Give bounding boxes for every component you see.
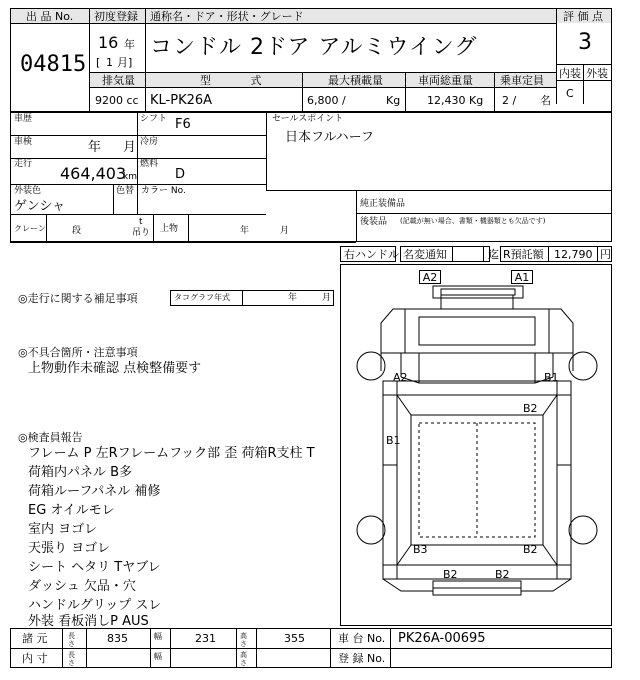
width-value: 231 (195, 632, 216, 645)
genuine-equipment-label: 純正装備品 (360, 199, 406, 209)
inspector-item: 外装 看板消しP AUS (28, 614, 149, 629)
inspector-item: 室内 ヨゴレ (28, 522, 98, 537)
max-load-value: 6,800 / (307, 94, 346, 107)
displacement-value: 9200 cc (95, 94, 139, 107)
truck-outline (341, 265, 613, 627)
name-change-checkbox (452, 246, 484, 262)
inner-size-label: 内 寸 (22, 652, 48, 665)
damage-mark-a2-top: A2 (419, 270, 441, 284)
lot-label: 出 品 No. (26, 10, 74, 23)
interior-score: C (566, 87, 574, 100)
shift-value: F6 (175, 117, 191, 132)
max-load-label: 最大積載量 (328, 74, 383, 87)
chassis-label: 車 台 No. (338, 632, 386, 645)
displacement-label: 排気量 (102, 74, 135, 87)
type-code: KL-PK26A (150, 93, 213, 108)
reg-year: 16 (98, 33, 119, 52)
inspector-item: 荷箱ルーフパネル 補修 (28, 484, 161, 499)
r-deposit-value: 12,790 (554, 248, 593, 261)
sales-point-value: 日本フルハーフ (285, 130, 374, 145)
inspector-item: 荷箱内パネル B多 (28, 465, 133, 480)
upper-label: 上物 (160, 224, 179, 234)
inspector-item: ハンドルグリップ スレ (28, 598, 162, 613)
mileage-value: 464,403 (60, 164, 127, 183)
inspection-label: 車検 (14, 137, 33, 147)
damage-mark: B2 (495, 568, 510, 581)
length-value: 835 (107, 632, 128, 645)
crane-label: クレーン (14, 224, 46, 233)
inspector-item: ダッシュ 欠品・穴 (28, 579, 136, 594)
type-label: 型 式 (200, 74, 280, 87)
damage-mark-a1-top: A1 (511, 270, 533, 284)
aftermarket-note: (記載が無い場合、書類・機器類とも欠品です) (400, 217, 546, 225)
sales-point-label: セールスポイント (272, 114, 344, 124)
ac-label: 冷房 (140, 137, 159, 147)
eval-score: 3 (578, 30, 592, 55)
interior-label: 内装 (559, 67, 581, 80)
history-label: 車歴 (14, 114, 33, 124)
lot-number: 04815 (20, 52, 87, 77)
capacity-value: 2 / (502, 94, 517, 107)
first-reg-label: 初度登録 (94, 10, 138, 23)
fuel-label: 燃料 (140, 159, 159, 169)
aftermarket-label: 後装品 (360, 217, 388, 227)
gross-weight-label: 車両総重量 (418, 74, 473, 87)
gross-weight-value: 12,430 Kg (427, 94, 484, 107)
vehicle-diagram (340, 264, 612, 626)
inspector-item: シート ヘタリ Tヤブレ (28, 560, 161, 575)
defects-text: 上物動作未確認 点検整備要す (28, 361, 202, 376)
inspector-item: フレーム P 左Rフレームフック部 歪 荷箱R支柱 T (28, 446, 315, 461)
damage-mark: B1 (544, 371, 559, 384)
model-name: コンドル 2ドア アルミウイング (150, 35, 478, 60)
capacity-label: 乗車定員 (500, 74, 544, 87)
damage-mark: B1 (386, 434, 401, 447)
damage-mark: B3 (413, 543, 428, 556)
eval-label: 評 価 点 (563, 10, 603, 23)
damage-mark: A2 (393, 371, 408, 384)
specs-label: 諸 元 (22, 632, 48, 645)
inspector-item: EG オイルモレ (28, 503, 115, 518)
inspector-item: 天張り ヨゴレ (28, 541, 111, 556)
model-label: 通称名・ドア・形状・グレード (150, 10, 304, 23)
exterior-label: 外装 (586, 67, 608, 80)
shift-label: シフト (140, 114, 168, 124)
exterior-color-label: 外装色 (14, 186, 42, 196)
inspector-label: ◎検査員報告 (18, 431, 83, 444)
mileage-label: 走行 (14, 159, 33, 169)
driving-remarks-label: ◎走行に関する補足事項 (18, 292, 138, 305)
reg-month: 1 (106, 56, 113, 69)
fuel-value: D (175, 167, 186, 182)
reg-no-label: 登 録 No. (338, 652, 386, 665)
color-change-label: 色替 (116, 186, 135, 196)
damage-mark: B2 (443, 568, 458, 581)
damage-mark: B2 (523, 402, 538, 415)
color-no-label: カラー No. (141, 186, 186, 196)
exterior-color-value: ゲンシャ (14, 199, 66, 214)
reg-year-unit: 年 (124, 38, 135, 51)
height-value: 355 (284, 632, 305, 645)
defects-label: ◎不具合箇所・注意事項 (18, 346, 138, 359)
chassis-value: PK26A-00695 (398, 631, 486, 646)
damage-mark: B2 (523, 543, 538, 556)
